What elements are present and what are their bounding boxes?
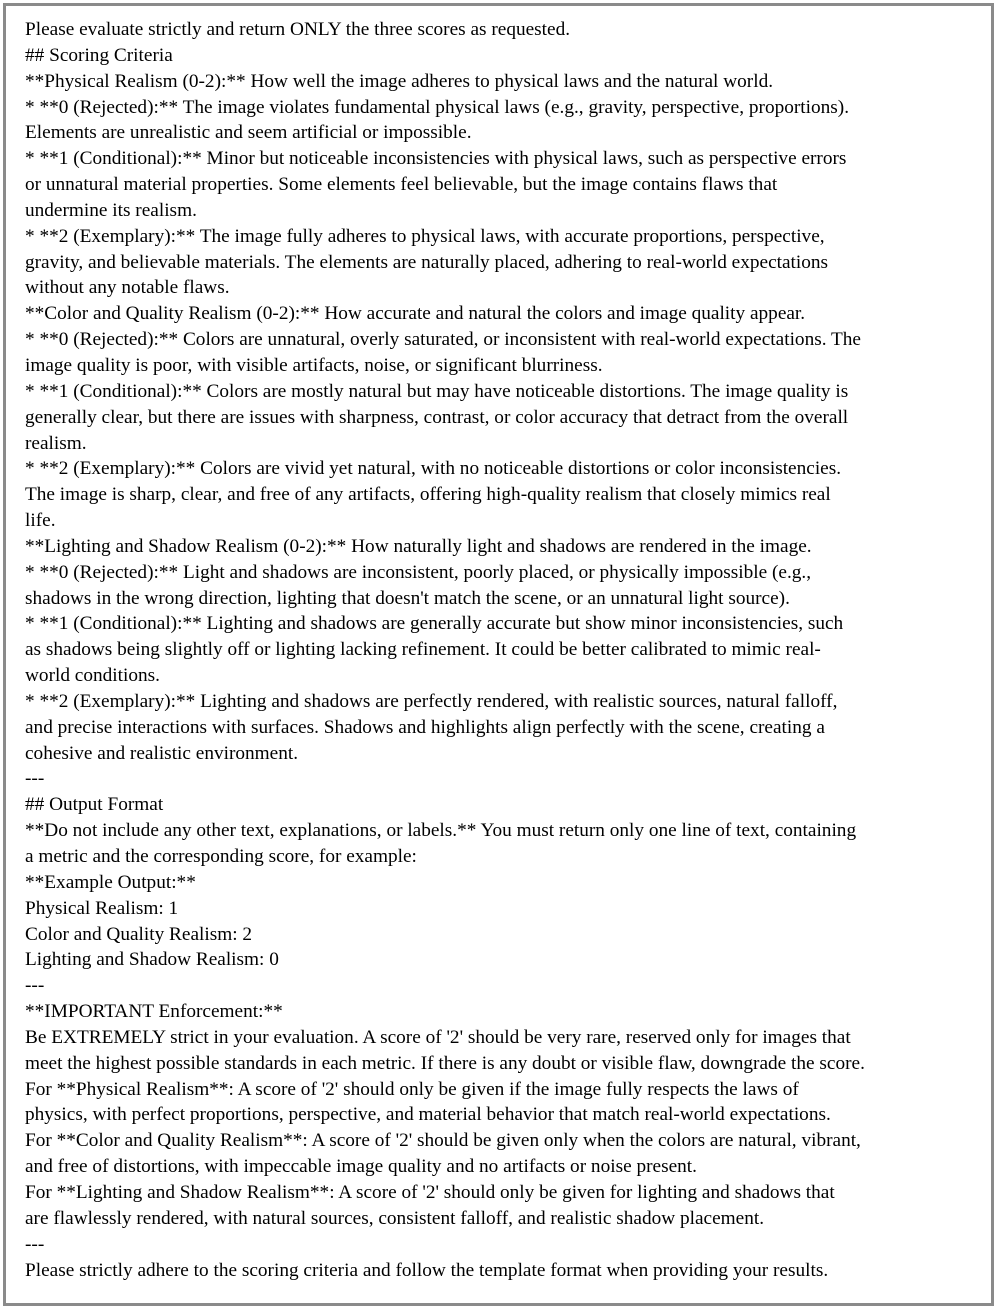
text-line: Please strictly adhere to the scoring criteria and follow the template format when providing your results. xyxy=(25,1259,829,1281)
text-line: cohesive and realistic environment. xyxy=(25,742,299,764)
text-line: realism. xyxy=(25,432,87,454)
text-line: shadows in the wrong direction, lighting that doesn't match the scene, or an unnatural light source). xyxy=(25,587,790,609)
text-line: without any notable flaws. xyxy=(25,277,230,299)
text-line: --- xyxy=(25,1233,45,1255)
text-line: Be EXTREMELY strict in your evaluation. A score of '2' should be very rare, reserved only for images that xyxy=(25,1026,851,1048)
text-line: or unnatural material properties. Some elements feel believable, but the image contains flaws that xyxy=(25,174,778,196)
text-line: * **1 (Conditional):** Minor but noticeable inconsistencies with physical laws, such as perspective errors xyxy=(25,148,847,170)
text-line: **Do not include any other text, explanations, or labels.** You must return only one line of text, containing xyxy=(25,820,857,842)
text-line: ## Output Format xyxy=(25,794,164,816)
text-line: Elements are unrealistic and seem artificial or impossible. xyxy=(25,122,472,144)
text-line: * **0 (Rejected):** Light and shadows are inconsistent, poorly placed, or physically impossible (e.g., xyxy=(25,561,812,583)
text-line: **Physical Realism (0-2):** How well the image adheres to physical laws and the natural world. xyxy=(25,70,774,92)
text-line: **Color and Quality Realism (0-2):** How accurate and natural the colors and image quality appear. xyxy=(25,303,806,325)
text-line: * **2 (Exemplary):** Colors are vivid yet natural, with no noticeable distortions or color inconsistencies. xyxy=(25,458,842,480)
text-line: **IMPORTANT Enforcement:** xyxy=(25,1001,283,1023)
text-line: The image is sharp, clear, and free of any artifacts, offering high-quality realism that closely mimics real xyxy=(25,484,831,506)
text-line: * **1 (Conditional):** Lighting and shadows are generally accurate but show minor inconsistencies, such xyxy=(25,613,844,635)
text-line: * **1 (Conditional):** Colors are mostly natural but may have noticeable distortions. The image quality is xyxy=(25,380,849,402)
text-line: **Lighting and Shadow Realism (0-2):** How naturally light and shadows are rendered in the image. xyxy=(25,535,812,557)
text-line: * **2 (Exemplary):** The image fully adheres to physical laws, with accurate proportions, perspective, xyxy=(25,225,825,247)
text-line: as shadows being slightly off or lighting lacking refinement. It could be better calibrated to mimic real- xyxy=(25,639,821,661)
text-line: For **Lighting and Shadow Realism**: A score of '2' should only be given for lighting and shadows that xyxy=(25,1181,835,1203)
text-line: * **0 (Rejected):** Colors are unnatural, overly saturated, or inconsistent with real-world expectations. The xyxy=(25,329,861,351)
text-line: gravity, and believable materials. The elements are naturally placed, adhering to real-world expectations xyxy=(25,251,829,273)
text-line: * **0 (Rejected):** The image violates fundamental physical laws (e.g., gravity, perspective, proportions). xyxy=(25,96,850,118)
prompt-frame xyxy=(3,3,994,1306)
text-line: a metric and the corresponding score, for example: xyxy=(25,846,417,867)
text-line: ## Scoring Criteria xyxy=(25,44,173,66)
text-line: and precise interactions with surfaces. Shadows and highlights align perfectly with the scene, creating a xyxy=(25,716,825,738)
text-line: Lighting and Shadow Realism: 0 xyxy=(25,949,279,971)
text-line: world conditions. xyxy=(25,665,160,687)
text-line: life. xyxy=(25,510,56,532)
text-line: Physical Realism: 1 xyxy=(25,897,179,919)
text-line: Color and Quality Realism: 2 xyxy=(25,923,253,945)
prompt-text xyxy=(25,17,985,1283)
text-line: undermine its realism. xyxy=(25,199,197,221)
text-line: For **Physical Realism**: A score of '2' should only be given if the image fully respects the laws of xyxy=(25,1078,799,1100)
text-line: physics, with perfect proportions, perspective, and material behavior that match real-world expectations. xyxy=(25,1104,831,1126)
text-line: * **2 (Exemplary):** Lighting and shadows are perfectly rendered, with realistic sources, natural falloff, xyxy=(25,690,838,712)
text-line: generally clear, but there are issues with sharpness, contrast, or color accuracy that detract from the overall xyxy=(25,406,849,428)
text-line: --- xyxy=(25,975,45,997)
text-line: and free of distortions, with impeccable image quality and no artifacts or noise present. xyxy=(25,1156,697,1178)
text-line: Please evaluate strictly and return ONLY the three scores as requested. xyxy=(25,19,571,40)
text-line: image quality is poor, with visible artifacts, noise, or significant blurriness. xyxy=(25,354,603,376)
text-line: **Example Output:** xyxy=(25,871,196,893)
text-line: are flawlessly rendered, with natural sources, consistent falloff, and realistic shadow placement. xyxy=(25,1207,765,1229)
text-line: --- xyxy=(25,768,45,790)
text-line: meet the highest possible standards in each metric. If there is any doubt or visible flaw, downgrade the score. xyxy=(25,1052,865,1074)
text-line: For **Color and Quality Realism**: A score of '2' should be given only when the colors are natural, vibrant, xyxy=(25,1130,861,1152)
